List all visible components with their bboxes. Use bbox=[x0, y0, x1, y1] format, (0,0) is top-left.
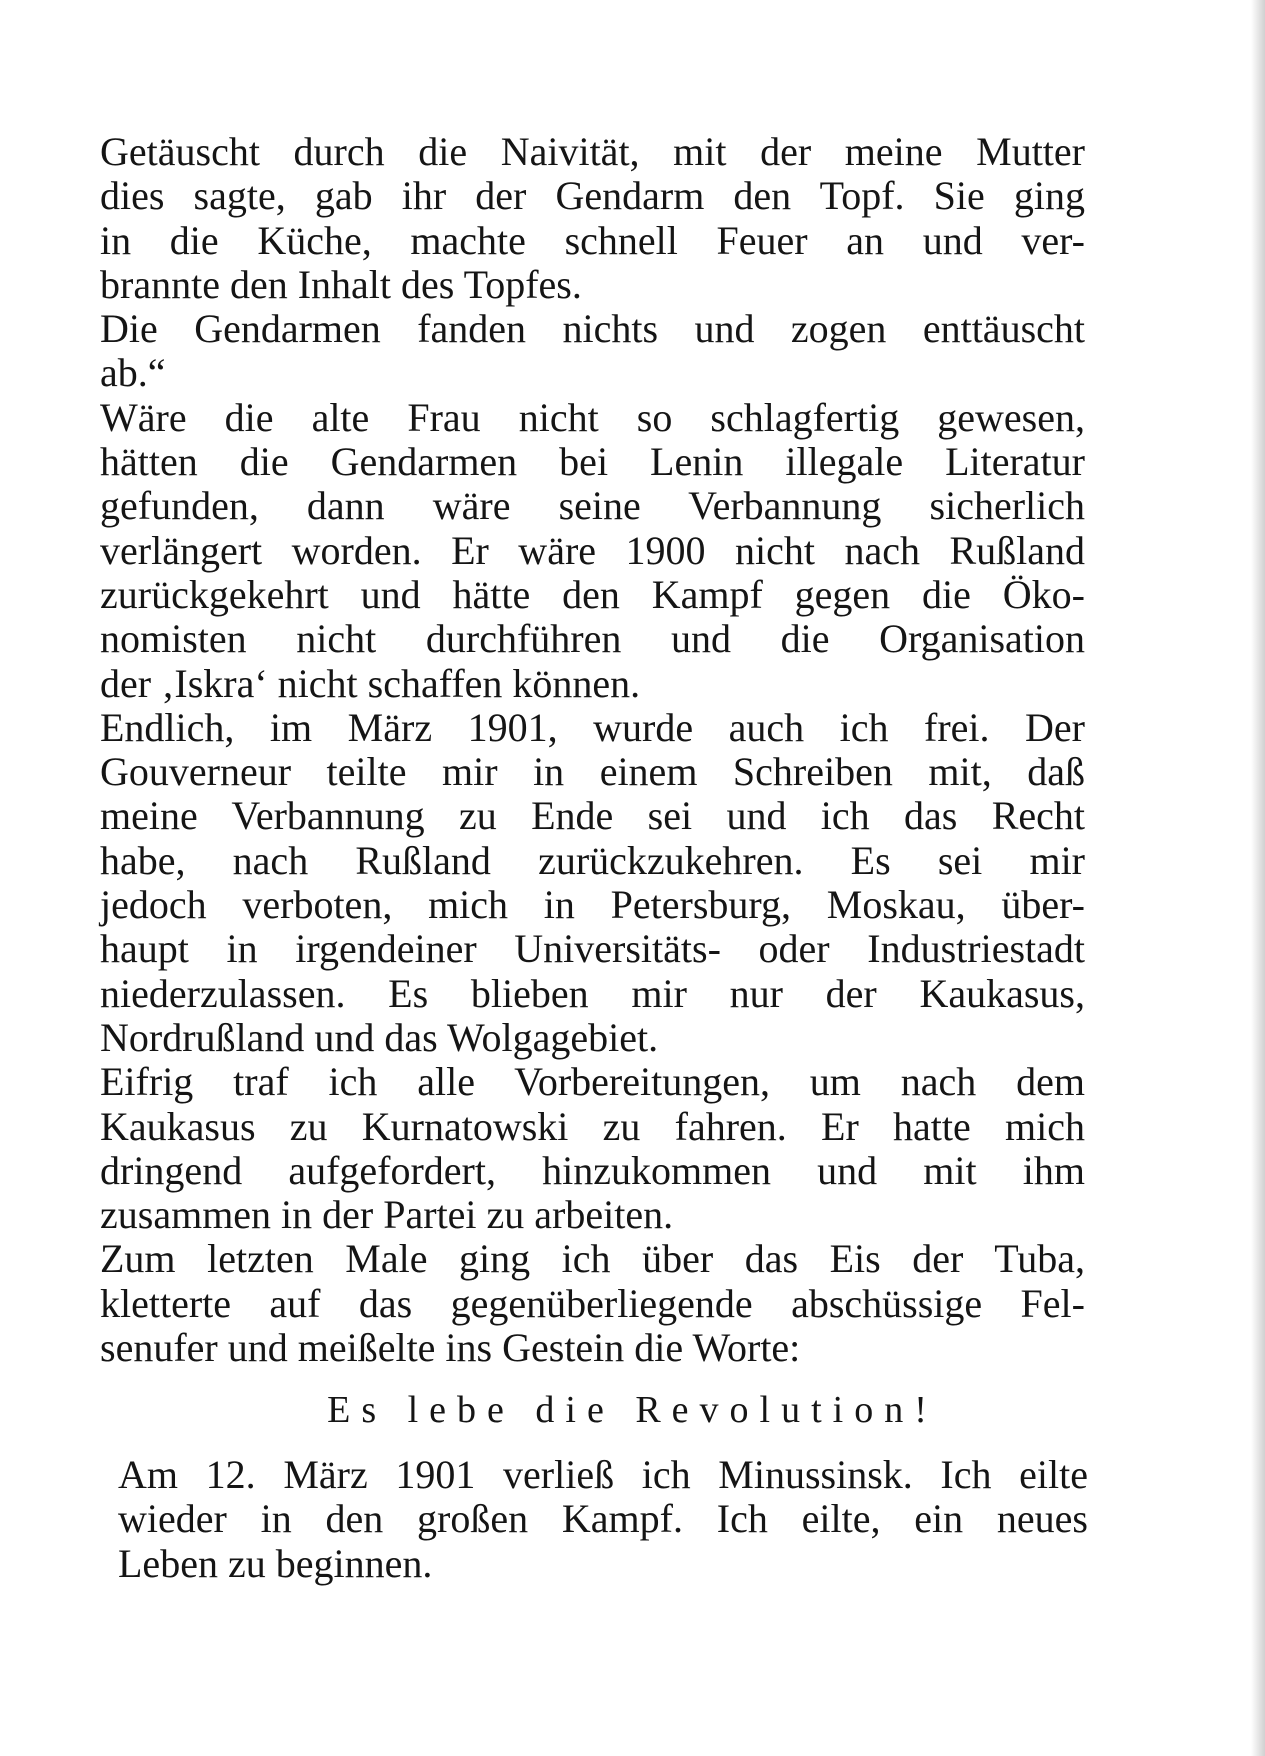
text-line: haupt in irgendeiner Universitäts- oder Industriestadt bbox=[100, 926, 1085, 972]
text-line: hätten die Gendarmen bei Lenin illegale Literatur bbox=[100, 439, 1085, 485]
text-line: Eifrig traf ich alle Vorbereitungen, um nach dem bbox=[100, 1059, 1085, 1105]
text-line: ab.“ bbox=[100, 350, 166, 396]
closing-paragraph bbox=[118, 1453, 1088, 1586]
text-line: Am 12. März 1901 verließ ich Minussinsk. Ich eilte bbox=[118, 1452, 1088, 1497]
text-line: wieder in den großen Kampf. Ich eilte, ein neues bbox=[118, 1496, 1088, 1542]
text-line: dies sagte, gab ihr der Gendarm den Topf. Sie ging bbox=[100, 173, 1085, 219]
text-line: Endlich, im März 1901, wurde auch ich frei. Der bbox=[100, 704, 1085, 750]
text-line: gefunden, dann wäre seine Verbannung sicherlich bbox=[100, 483, 1085, 529]
text-line: zusammen in der Partei zu arbeiten. bbox=[100, 1192, 674, 1238]
text-line: jedoch verboten, mich in Petersburg, Moskau, über- bbox=[100, 882, 1085, 928]
text-line: verlängert worden. Er wäre 1900 nicht nach Rußland bbox=[100, 527, 1085, 573]
scan-edge-shadow bbox=[1251, 0, 1265, 1756]
body-text bbox=[100, 130, 1085, 1370]
text-line: in die Küche, machte schnell Feuer an und ver- bbox=[100, 217, 1085, 263]
text-line: dringend aufgefordert, hinzukommen und mit ihm bbox=[100, 1147, 1085, 1193]
text-line: der ‚Iskra‘ nicht schaffen können. bbox=[100, 660, 641, 706]
text-line: Nordrußland und das Wolgagebiet. bbox=[100, 1014, 659, 1060]
text-line: zurückgekehrt und hätte den Kampf gegen die Öko- bbox=[100, 571, 1085, 617]
text-line: Getäuscht durch die Naivität, mit der meine Mutter bbox=[100, 129, 1085, 174]
text-line: senufer und meißelte ins Gestein die Worte: bbox=[100, 1325, 801, 1371]
text-line: nomisten nicht durchführen und die Organisation bbox=[100, 616, 1085, 662]
text-line: Leben zu beginnen. bbox=[118, 1540, 433, 1586]
text-line: Kaukasus zu Kurnatowski zu fahren. Er hatte mich bbox=[100, 1103, 1085, 1149]
text-line: Wäre die alte Frau nicht so schlagfertig gewesen, bbox=[100, 394, 1085, 440]
inscription-heading: Es lebe die Revolution! bbox=[327, 1389, 938, 1431]
text-line: brannte den Inhalt des Topfes. bbox=[100, 261, 582, 307]
text-line: niederzulassen. Es blieben mir nur der Kaukasus, bbox=[100, 970, 1085, 1016]
text-line: habe, nach Rußland zurückzukehren. Es sei mir bbox=[100, 837, 1085, 883]
text-line: kletterte auf das gegenüberliegende abschüssige Fel- bbox=[100, 1280, 1085, 1326]
text-line: Gouverneur teilte mir in einem Schreiben mit, daß bbox=[100, 749, 1085, 795]
text-line: Zum letzten Male ging ich über das Eis der Tuba, bbox=[100, 1236, 1085, 1282]
text-line: Die Gendarmen fanden nichts und zogen enttäuscht bbox=[100, 306, 1085, 352]
text-line: meine Verbannung zu Ende sei und ich das Recht bbox=[100, 793, 1085, 839]
